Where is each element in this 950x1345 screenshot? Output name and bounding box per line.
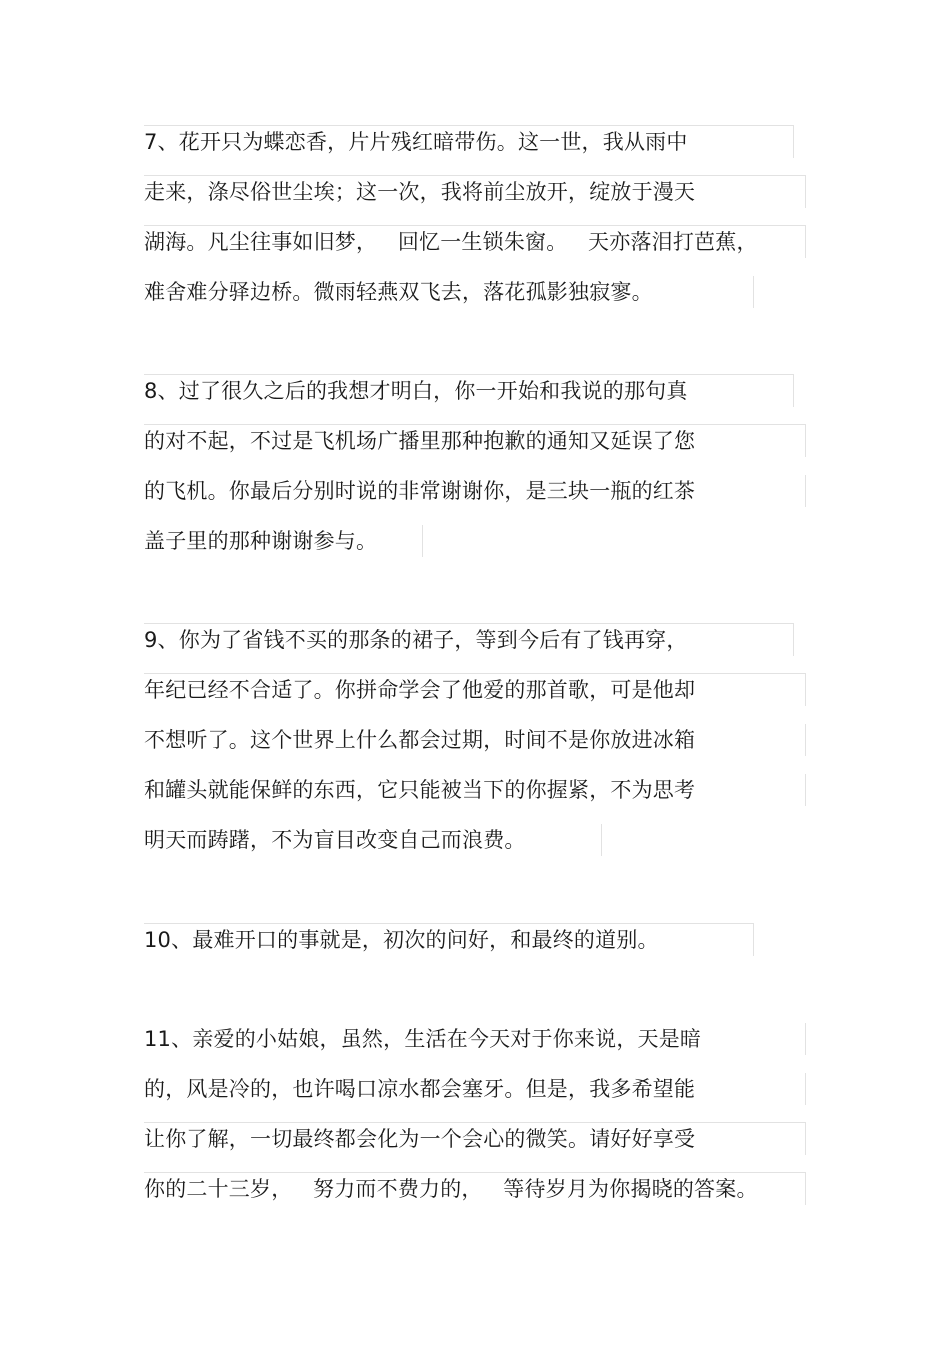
paragraph-7-line-3: 湖海。凡尘往事如旧梦， 回忆一生锁朱窗。 天亦落泪打芭蕉，: [144, 230, 758, 254]
paragraph-11-line-3: 让你了解，一切最终都会化为一个会心的微笑。请好好享受: [144, 1127, 696, 1151]
guide-rule: [144, 424, 806, 425]
paragraph-9-line-2: 年纪已经不合适了。你拼命学会了他爱的那首歌，可是他却: [144, 678, 696, 702]
paragraph-10-line-1: 10、最难开口的事就是，初次的问好，和最终的道别。: [144, 928, 659, 952]
paragraph-9-line-4: 和罐头就能保鲜的东西，它只能被当下的你握紧，不为思考: [144, 778, 696, 802]
guide-tick: [805, 774, 806, 806]
guide-rule: [144, 1172, 806, 1173]
guide-tick: [805, 674, 806, 706]
paragraph-8-line-1: 8、过了很久之后的我想才明白，你一开始和我说的那句真: [144, 379, 688, 403]
paragraph-7-line-2: 走来，涤尽俗世尘埃；这一次，我将前尘放开，绽放于漫天: [144, 180, 696, 204]
guide-tick: [805, 176, 806, 208]
guide-rule: [144, 623, 794, 624]
guide-tick: [601, 824, 602, 856]
guide-tick: [805, 1173, 806, 1205]
guide-rule: [144, 1122, 806, 1123]
guide-tick: [805, 724, 806, 756]
guide-tick: [793, 375, 794, 407]
paragraph-9-line-3: 不想听了。这个世界上什么都会过期，时间不是你放进冰箱: [144, 728, 696, 752]
paragraph-8-line-3: 的飞机。你最后分别时说的非常谢谢你，是三块一瓶的红茶: [144, 479, 696, 503]
guide-rule: [144, 923, 754, 924]
paragraph-8-line-4: 盖子里的那种谢谢参与。: [144, 529, 378, 553]
guide-rule: [144, 374, 794, 375]
guide-tick: [753, 276, 754, 308]
guide-rule: [144, 225, 806, 226]
paragraph-7-line-4: 难舍难分驿边桥。微雨轻燕双飞去，落花孤影独寂寥。: [144, 280, 653, 304]
paragraph-9-line-5: 明天而踌躇，不为盲目改变自己而浪费。: [144, 828, 526, 852]
guide-tick: [422, 525, 423, 557]
guide-rule: [144, 673, 806, 674]
guide-tick: [805, 1023, 806, 1055]
paragraph-9-line-1: 9、你为了省钱不买的那条的裙子，等到今后有了钱再穿，: [144, 628, 688, 652]
guide-tick: [805, 226, 806, 258]
guide-tick: [753, 924, 754, 956]
guide-tick: [805, 475, 806, 507]
paragraph-8-line-2: 的对不起，不过是飞机场广播里那种抱歉的通知又延误了您: [144, 429, 696, 453]
paragraph-11-line-2: 的，风是冷的，也许喝口凉水都会塞牙。但是，我多希望能: [144, 1077, 696, 1101]
guide-tick: [793, 624, 794, 656]
guide-tick: [805, 1123, 806, 1155]
paragraph-11-line-4: 你的二十三岁， 努力而不费力的， 等待岁月为你揭晓的答案。: [144, 1177, 758, 1201]
paragraph-7-line-1: 7、花开只为蝶恋香，片片残红暗带伤。这一世，我从雨中: [144, 130, 688, 154]
guide-tick: [805, 1073, 806, 1105]
guide-rule: [144, 175, 806, 176]
guide-tick: [805, 425, 806, 457]
paragraph-11-line-1: 11、亲爱的小姑娘，虽然，生活在今天对于你来说，天是暗: [144, 1027, 702, 1051]
guide-rule: [144, 125, 794, 126]
guide-tick: [793, 126, 794, 158]
